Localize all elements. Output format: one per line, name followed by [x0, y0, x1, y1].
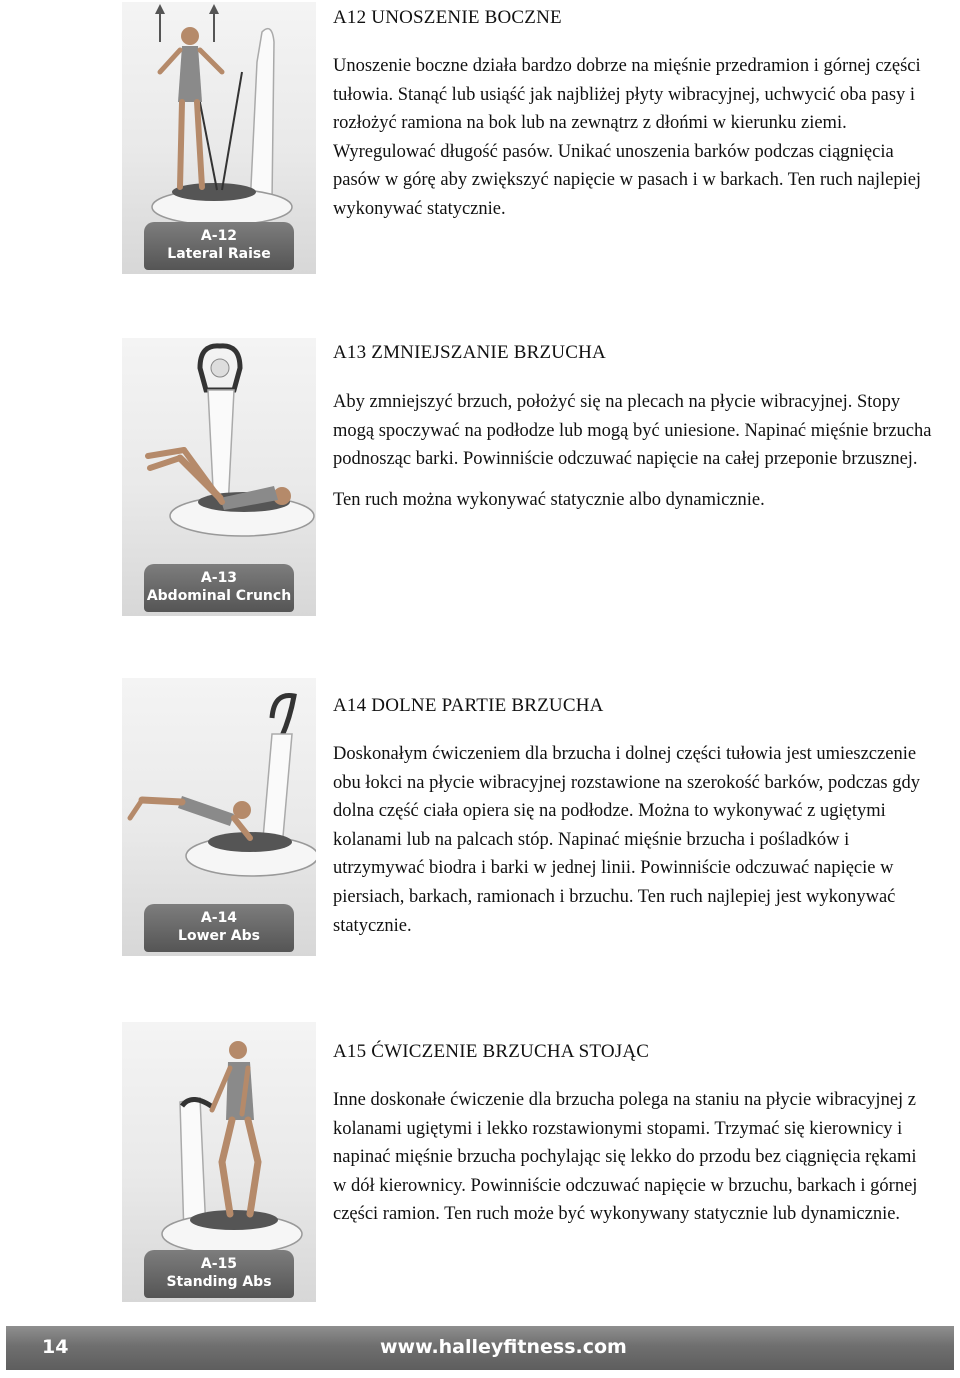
exercise-text-a15 — [333, 1040, 933, 1229]
caption-name: Abdominal Crunch — [146, 588, 292, 604]
exercise-heading: A12 UNOSZENIE BOCZNE — [333, 7, 562, 28]
exercise-photo-a12 — [122, 2, 316, 274]
page-footer — [6, 1326, 954, 1370]
photo-caption — [144, 904, 294, 952]
exercise-photo-a15 — [122, 1022, 316, 1302]
exercise-text-a13 — [333, 341, 933, 514]
exercise-description: Inne doskonałe ćwiczenie dla brzucha polega na staniu na płycie wibracyjnej z kolanami ugiętymi i lekko rozstawionymi stopami. Trzymać się kierownicy i napinać mięśnie brzucha pochylając się lekko do przodu bez ciągnięcia rękami w dół kierownicy. Powinniście odczuwać napięcie w brzuchu, barkach i górnej części ramion. Ten ruch może być wykonywany statycznie lub dynamicznie. — [333, 1090, 918, 1225]
caption-name: Lower Abs — [178, 928, 260, 944]
exercise-photo-a13 — [122, 338, 316, 616]
photo-caption — [144, 222, 294, 270]
caption-code: A-12 — [200, 228, 238, 244]
exercise-description: Aby zmniejszyć brzuch, położyć się na plecach na płycie wibracyjnej. Stopy mogą spoczywać na podłodze lub mogą być uniesione. Napinać mięśnie brzucha podnosząc barki. Powinniście odczuwać napięcie na całej przeponie brzusznej. — [333, 392, 932, 470]
caption-code: A-13 — [200, 570, 238, 586]
caption-name: Lateral Raise — [167, 246, 271, 262]
exercise-text-a14 — [333, 694, 933, 940]
exercise-description: Unoszenie boczne działa bardzo dobrze na mięśnie przedramion i górnej części tułowia. Stanąć lub usiąść jak najbliżej płyty wibracyjnej, uchwycić oba pasy i rozłożyć ramiona na bok lub na zewnątrz z dłońmi w kierunku ziemi. Wyregulować długość pasów. Unikać unoszenia barków podczas ciągnięcia pasów w górę aby zwiększyć napięcie w pasach i w barkach. Ten ruch najlepiej wykonywać statycznie. — [333, 56, 922, 219]
exercise-text-a12 — [333, 6, 933, 224]
photo-caption — [144, 564, 294, 612]
website-link[interactable]: www.halleyfitness.com — [380, 1336, 627, 1358]
exercise-note: Ten ruch można wykonywać statycznie albo dynamicznie. — [333, 489, 765, 510]
exercise-heading: A15 ĆWICZENIE BRZUCHA STOJĄC — [333, 1041, 650, 1062]
caption-name: Standing Abs — [166, 1274, 272, 1290]
exercise-description: Doskonałym ćwiczeniem dla brzucha i dolnej części tułowia jest umieszczenie obu łokci na płycie wibracyjnej rozstawione na szerokość barków, podczas gdy dolna część ciała opiera się na podłodze. Można to wykonywać z ugiętymi kolanami lub na palcach stóp. Napinać mięśnie brzucha i pośladków i utrzymywać biodra i barki w jednej linii. Powinniście odczuwać napięcie w piersiach, barkach, ramionach i brzuchu. Ten ruch najlepiej jest wykonywać statycznie. — [333, 744, 921, 936]
page-number: 14 — [42, 1336, 69, 1358]
exercise-heading: A14 DOLNE PARTIE BRZUCHA — [333, 695, 604, 716]
caption-code: A-15 — [200, 1256, 238, 1272]
exercise-heading: A13 ZMNIEJSZANIE BRZUCHA — [333, 342, 606, 363]
caption-code: A-14 — [200, 910, 238, 926]
photo-caption — [144, 1250, 294, 1298]
exercise-photo-a14 — [122, 678, 316, 956]
